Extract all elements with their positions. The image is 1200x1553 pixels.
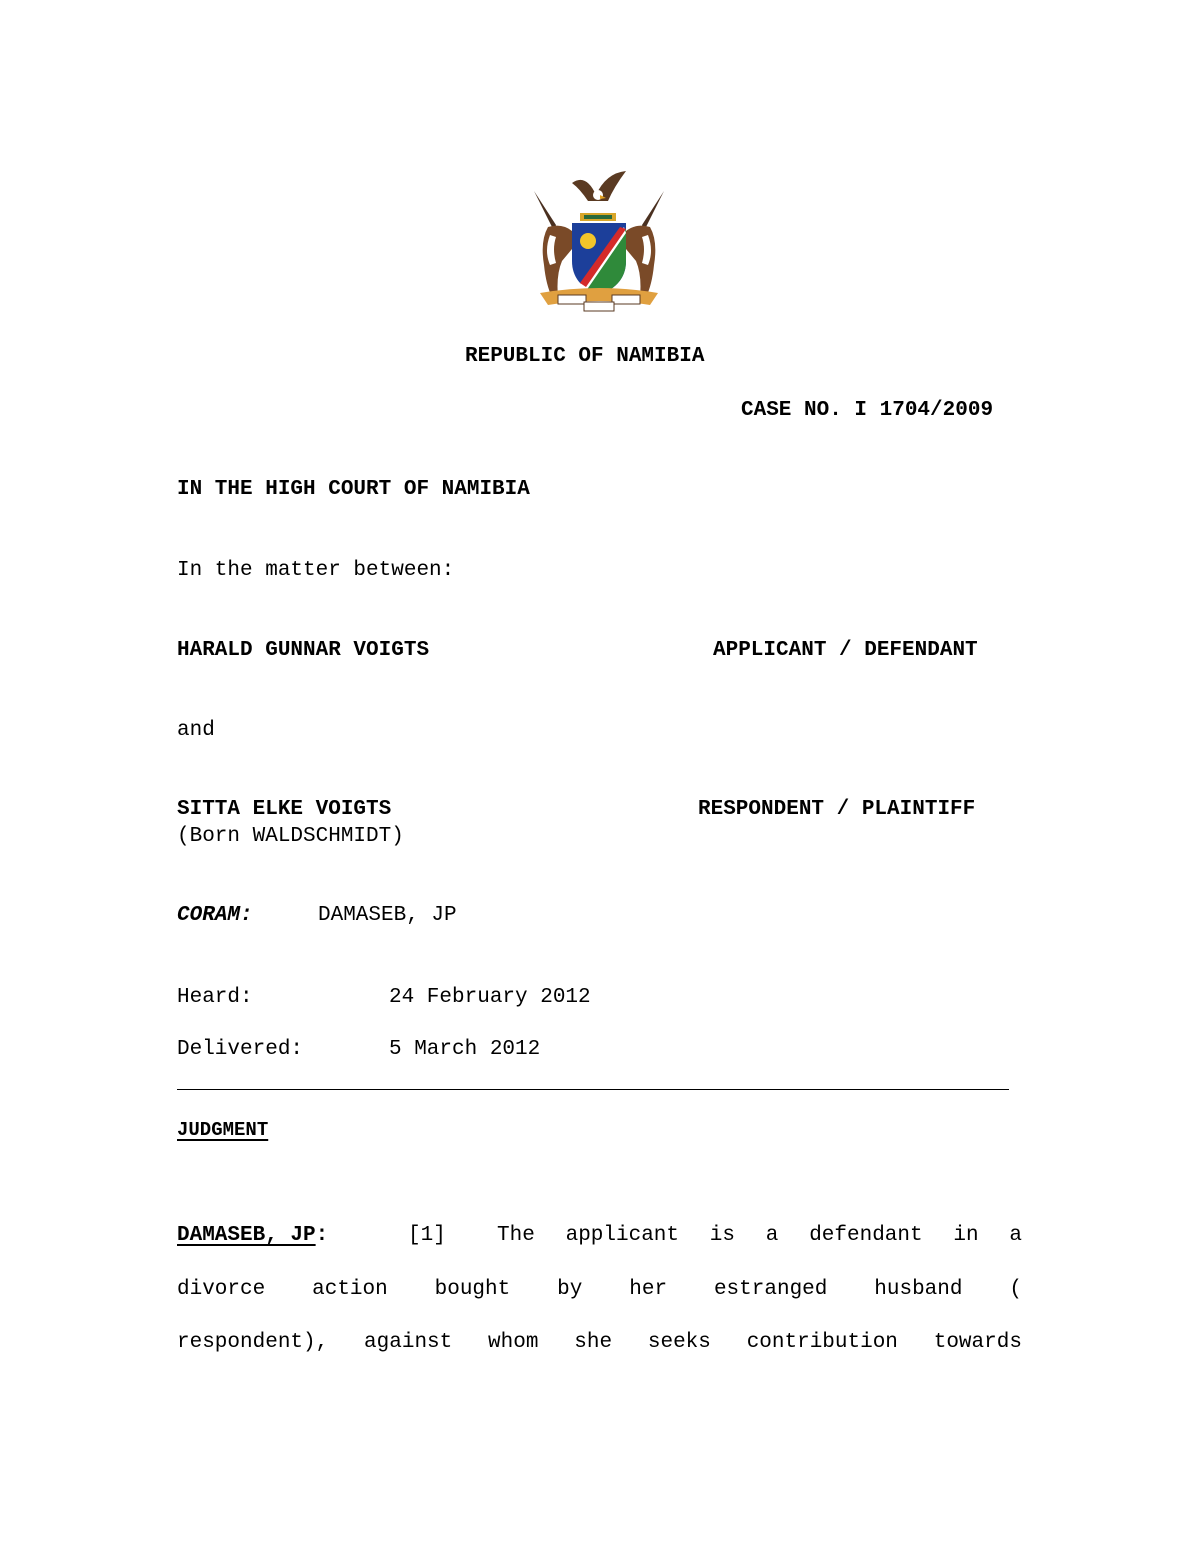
word: estranged xyxy=(713,1278,828,1301)
matter-intro: In the matter between: xyxy=(177,559,455,582)
word: her xyxy=(629,1278,668,1301)
court-heading: IN THE HIGH COURT OF NAMIBIA xyxy=(177,478,530,501)
paragraph-number: [1] xyxy=(408,1224,446,1247)
word: respondent), xyxy=(177,1331,329,1354)
republic-heading: REPUBLIC OF NAMIBIA xyxy=(465,345,705,368)
word: whom xyxy=(488,1331,539,1354)
word: The xyxy=(497,1224,535,1247)
paragraph-line-2 xyxy=(177,1277,1022,1303)
case-number: CASE NO. I 1704/2009 xyxy=(741,399,994,422)
word: by xyxy=(557,1278,583,1301)
namibia-coat-of-arms-icon xyxy=(526,165,672,317)
word: applicant xyxy=(565,1224,680,1247)
word: divorce xyxy=(177,1278,266,1301)
party2-role: RESPONDENT / PLAINTIFF xyxy=(698,798,976,821)
coram-label: CORAM: xyxy=(177,904,253,927)
word: a xyxy=(765,1224,779,1247)
word: she xyxy=(574,1331,613,1354)
word: towards xyxy=(933,1331,1022,1354)
word: is xyxy=(709,1224,736,1247)
word: a xyxy=(1009,1224,1022,1247)
delivered-value: 5 March 2012 xyxy=(389,1038,541,1061)
party1-role: APPLICANT / DEFENDANT xyxy=(713,639,978,662)
word: in xyxy=(953,1224,979,1247)
judgment-heading: JUDGMENT xyxy=(177,1119,269,1141)
delivered-label: Delivered: xyxy=(177,1038,304,1061)
party1-name: HARALD GUNNAR VOIGTS xyxy=(177,639,430,662)
speaker-name: DAMASEB, JP xyxy=(177,1224,316,1247)
word: action xyxy=(312,1278,388,1301)
coram-value: DAMASEB, JP xyxy=(318,904,457,927)
and-connector: and xyxy=(177,719,215,742)
heard-label: Heard: xyxy=(177,986,253,1009)
word: husband xyxy=(874,1278,963,1301)
word: against xyxy=(364,1331,453,1354)
paragraph-line-3 xyxy=(177,1330,1022,1356)
divider xyxy=(177,1089,1009,1090)
party2-name: SITTA ELKE VOIGTS xyxy=(177,798,392,821)
party2-born: (Born WALDSCHMIDT) xyxy=(177,825,404,848)
word: bought xyxy=(434,1278,511,1301)
word: ( xyxy=(1009,1278,1022,1301)
word: defendant xyxy=(809,1224,923,1247)
speaker-colon: : xyxy=(315,1224,329,1247)
word: seeks xyxy=(647,1331,711,1354)
judgment-speaker xyxy=(177,1223,328,1249)
word: contribution xyxy=(746,1331,898,1354)
paragraph-line-1 xyxy=(497,1223,1022,1249)
heard-value: 24 February 2012 xyxy=(389,986,591,1009)
